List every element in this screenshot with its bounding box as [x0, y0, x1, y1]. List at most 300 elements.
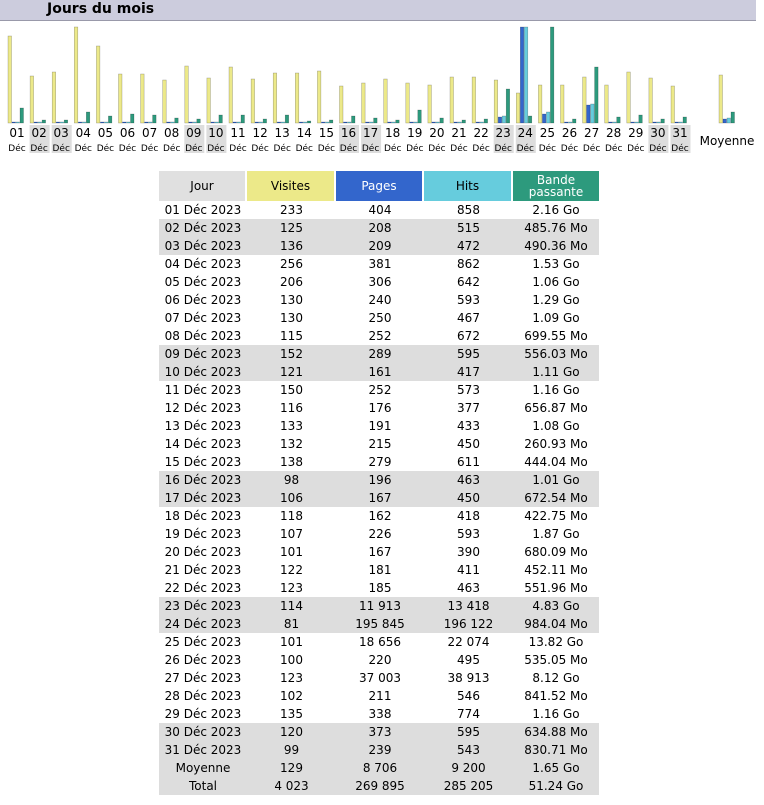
row-visits: 81 [247, 615, 336, 633]
row-hits: 672 [457, 329, 480, 343]
row-visits: 114 [247, 597, 336, 615]
x-tick-label: 31 [672, 126, 688, 140]
bar-pages [542, 114, 546, 123]
x-tick-month: Déc [406, 144, 424, 154]
table-row [159, 309, 599, 327]
row-hits: 593 [457, 293, 480, 307]
bar-visits [273, 73, 277, 123]
row-pages: 181 [368, 563, 392, 577]
average-bandwidth: 1.65 Go [513, 759, 599, 777]
row-visits: 106 [247, 489, 336, 507]
bar-hits [370, 122, 374, 123]
bar-hits [414, 122, 418, 123]
bar-hits [436, 122, 440, 123]
row-hits: 463 [424, 471, 513, 489]
x-tick-label: 19 [407, 126, 423, 140]
row-date: 30 Déc 2023 [159, 723, 247, 741]
x-tick-month: Déc [96, 144, 115, 154]
bar-pages [432, 122, 436, 123]
row-date: 10 Déc 2023 [159, 363, 247, 381]
bar-hits [502, 116, 506, 123]
bar-hits [635, 122, 639, 123]
bar-hits [480, 122, 484, 123]
row-hits: 38 913 [447, 671, 490, 685]
row-bandwidth: 680.09 Mo [524, 545, 588, 559]
x-tick-month: Déc [649, 144, 667, 154]
x-tick-month: Déc [339, 144, 358, 154]
x-tick-label: 17 [362, 126, 379, 140]
section-title: Jours du mois [47, 1, 155, 17]
x-tick-month: Déc [627, 144, 645, 154]
table-row [159, 219, 599, 237]
row-hits: 593 [457, 527, 480, 541]
row-hits: 433 [457, 419, 480, 433]
row-hits: 450 [424, 489, 513, 507]
bar-hits [458, 122, 462, 123]
bar-average-bandwidth [731, 112, 735, 123]
bar-visits [516, 93, 520, 123]
row-hits: 595 [424, 345, 513, 363]
row-bandwidth: 1.16 Go [532, 707, 580, 721]
x-tick-month: Déc [162, 144, 181, 154]
table-header-row [159, 171, 599, 201]
x-tick-label: 13 [274, 126, 290, 140]
row-date: 04 Déc 2023 [164, 257, 242, 271]
bar-bandwidth [683, 117, 687, 123]
row-hits: 196 122 [424, 615, 513, 633]
bar-pages [321, 122, 325, 123]
row-hits: 463 [457, 581, 480, 595]
row-date: 09 Déc 2023 [159, 345, 247, 363]
row-pages: 252 [368, 383, 392, 397]
table-row [159, 669, 599, 687]
row-hits: 13 418 [424, 597, 513, 615]
row-pages: 381 [368, 257, 392, 271]
x-tick-month: Déc [8, 144, 26, 154]
bar-pages [277, 122, 281, 123]
bar-bandwidth [639, 115, 643, 123]
x-tick-month: Déc [229, 144, 247, 154]
bar-bandwidth [506, 89, 510, 123]
bar-visits [472, 77, 476, 123]
x-tick-month: Déc [671, 144, 689, 154]
row-date: 23 Déc 2023 [159, 597, 247, 615]
average-pages: 8 706 [336, 759, 424, 777]
bar-hits [546, 112, 550, 123]
row-hits: 450 [457, 437, 480, 451]
row-pages: 167 [368, 545, 392, 559]
row-date: 13 Déc 2023 [164, 419, 242, 433]
row-hits: 377 [457, 401, 480, 415]
row-visits: 123 [280, 671, 303, 685]
daily-bar-chart [0, 0, 764, 160]
table-row [159, 507, 599, 525]
row-date: 05 Déc 2023 [164, 275, 242, 289]
row-hits: 573 [457, 383, 480, 397]
x-tick-label: 24 [517, 126, 533, 140]
bar-bandwidth [396, 120, 400, 123]
total-bandwidth: 51.24 Go [513, 777, 599, 795]
bar-pages [34, 122, 38, 123]
row-hits: 543 [424, 741, 513, 759]
bar-pages [609, 122, 613, 123]
row-pages: 195 845 [336, 615, 424, 633]
row-visits: 121 [247, 363, 336, 381]
row-visits: 120 [247, 723, 336, 741]
average-hits: 9 200 [424, 759, 513, 777]
row-visits: 101 [280, 545, 303, 559]
table-row [159, 291, 599, 309]
bar-visits [538, 85, 542, 123]
row-date: 27 Déc 2023 [164, 671, 242, 685]
row-pages: 211 [368, 689, 392, 703]
bar-pages [498, 117, 502, 123]
bar-bandwidth [131, 114, 135, 123]
bar-hits [104, 122, 108, 123]
bar-bandwidth [175, 118, 179, 123]
bar-bandwidth [484, 119, 488, 123]
bar-bandwidth [462, 120, 466, 123]
row-date: 02 Déc 2023 [159, 219, 247, 237]
bar-pages [167, 122, 171, 123]
row-visits: 101 [280, 635, 303, 649]
x-tick-label: 10 [208, 126, 224, 140]
row-pages: 306 [368, 275, 392, 289]
header-day: Jour [159, 171, 247, 201]
x-tick-month: Déc [251, 144, 269, 154]
bar-visits [96, 46, 100, 123]
bar-hits [348, 122, 352, 123]
x-tick-month: Déc [74, 144, 93, 154]
bar-bandwidth [528, 116, 532, 123]
row-visits: 125 [247, 219, 336, 237]
row-visits: 133 [280, 419, 303, 433]
row-visits: 132 [280, 437, 303, 451]
row-pages: 161 [336, 363, 424, 381]
row-bandwidth: 1.01 Go [513, 471, 599, 489]
x-tick-label: 14 [296, 126, 312, 140]
row-pages: 18 656 [359, 635, 401, 649]
bar-pages [12, 122, 16, 123]
total-hits: 285 205 [424, 777, 513, 795]
bar-visits [649, 78, 653, 123]
table-row [159, 435, 599, 453]
row-date: 25 Déc 2023 [164, 635, 242, 649]
x-tick-month: Déc [52, 144, 70, 154]
row-bandwidth: 656.87 Mo [524, 401, 588, 415]
row-date: 28 Déc 2023 [164, 689, 242, 703]
x-tick-month: Déc [273, 144, 291, 154]
x-tick-label: 15 [318, 126, 335, 140]
row-date: 11 Déc 2023 [164, 383, 242, 397]
x-tick-month: Déc [516, 144, 535, 154]
bar-pages [454, 122, 458, 123]
row-pages: 37 003 [359, 671, 401, 685]
row-bandwidth: 1.08 Go [532, 419, 580, 433]
row-pages: 252 [368, 329, 392, 343]
row-hits: 417 [424, 363, 513, 381]
bar-hits [215, 122, 219, 123]
x-tick-label: 25 [539, 126, 556, 140]
row-pages: 289 [336, 345, 424, 363]
row-pages: 220 [368, 653, 392, 667]
average-label: Moyenne [699, 134, 755, 148]
row-date: 08 Déc 2023 [164, 329, 242, 343]
bar-bandwidth [307, 121, 311, 123]
row-bandwidth: 699.55 Mo [524, 329, 588, 343]
row-hits: 595 [424, 723, 513, 741]
table-row [159, 561, 599, 579]
row-visits: 116 [280, 401, 303, 415]
bar-visits [317, 71, 321, 123]
row-visits: 206 [280, 275, 303, 289]
bar-visits [362, 83, 366, 123]
x-tick-month: Déc [428, 144, 446, 154]
x-tick-month: Déc [472, 144, 490, 154]
row-bandwidth: 2.16 Go [532, 203, 580, 217]
x-tick-label: 05 [97, 126, 114, 140]
bar-bandwidth [263, 119, 267, 123]
total-row [159, 777, 599, 795]
row-bandwidth: 984.04 Mo [513, 615, 599, 633]
x-tick-month: Déc [295, 144, 314, 154]
row-bandwidth: 1.87 Go [532, 527, 580, 541]
bar-hits [591, 104, 595, 123]
bar-visits [605, 85, 609, 123]
table-row [159, 579, 599, 597]
header-pages: Pages [336, 171, 424, 201]
row-date: 16 Déc 2023 [159, 471, 247, 489]
bar-bandwidth [153, 115, 157, 123]
bar-average-pages [723, 119, 727, 123]
row-bandwidth: 260.93 Mo [524, 437, 588, 451]
row-hits: 611 [457, 455, 480, 469]
x-tick-month: Déc [582, 144, 601, 154]
row-hits: 22 074 [447, 635, 490, 649]
row-hits: 418 [457, 509, 480, 523]
row-visits: 102 [280, 689, 303, 703]
average-row [159, 759, 599, 777]
row-bandwidth: 672.54 Mo [513, 489, 599, 507]
row-hits: 858 [457, 203, 480, 217]
row-date: 19 Déc 2023 [164, 527, 242, 541]
bar-pages [211, 122, 215, 123]
table-row [159, 723, 599, 741]
bar-pages [366, 122, 370, 123]
row-date: 31 Déc 2023 [159, 741, 247, 759]
bar-bandwidth [617, 117, 621, 123]
bar-visits [450, 77, 454, 123]
row-bandwidth: 1.11 Go [513, 363, 599, 381]
table-row [159, 525, 599, 543]
bar-visits [295, 73, 299, 123]
row-date: 01 Déc 2023 [164, 203, 242, 217]
bar-bandwidth [329, 120, 333, 123]
table-row [159, 201, 599, 219]
row-date: 20 Déc 2023 [164, 545, 242, 559]
row-date: 14 Déc 2023 [164, 437, 242, 451]
bar-pages [587, 105, 591, 123]
average-label: Moyenne [159, 759, 247, 777]
row-bandwidth: 1.09 Go [532, 311, 580, 325]
bar-visits [119, 74, 123, 123]
row-bandwidth: 841.52 Mo [524, 689, 588, 703]
bar-pages [565, 122, 569, 123]
header-hits: Hits [424, 171, 513, 201]
table-row [159, 237, 599, 255]
bar-visits [185, 66, 189, 123]
bar-bandwidth [64, 120, 68, 123]
bar-bandwidth [285, 115, 289, 123]
row-pages: 162 [368, 509, 392, 523]
x-tick-label: 21 [451, 126, 467, 140]
x-tick-month: Déc [30, 144, 48, 154]
bar-hits [524, 27, 528, 123]
row-bandwidth: 13.82 Go [528, 635, 584, 649]
bar-bandwidth [197, 119, 201, 123]
bar-bandwidth [550, 27, 554, 123]
x-tick-month: Déc [494, 144, 512, 154]
x-tick-label: 16 [340, 126, 357, 140]
row-pages: 196 [336, 471, 424, 489]
bar-visits [406, 83, 410, 123]
x-tick-month: Déc [538, 144, 557, 154]
average-visits: 129 [247, 759, 336, 777]
row-bandwidth: 490.36 Mo [513, 237, 599, 255]
bar-hits [569, 122, 573, 123]
row-visits: 123 [280, 581, 303, 595]
x-tick-label: 29 [628, 126, 644, 140]
x-tick-label: 01 [9, 126, 25, 140]
row-bandwidth: 422.75 Mo [524, 509, 588, 523]
table-row [159, 489, 599, 507]
row-pages: 279 [368, 455, 392, 469]
bar-pages [675, 122, 679, 123]
bar-pages [189, 122, 193, 123]
bar-visits [8, 36, 12, 123]
bar-pages [145, 122, 149, 123]
bar-average-hits [727, 118, 731, 123]
x-tick-label: 03 [53, 126, 69, 140]
bar-hits [237, 122, 241, 123]
table-row [159, 615, 599, 633]
x-tick-label: 12 [252, 126, 268, 140]
bar-bandwidth [440, 118, 444, 123]
x-tick-month: Déc [317, 144, 336, 154]
bar-hits [657, 122, 661, 123]
bar-hits [679, 122, 683, 123]
row-pages: 185 [368, 581, 392, 595]
row-date: 03 Déc 2023 [159, 237, 247, 255]
row-pages: 338 [368, 707, 392, 721]
bar-visits [561, 85, 565, 123]
table-row [159, 363, 599, 381]
x-tick-month: Déc [450, 144, 468, 154]
row-pages: 191 [368, 419, 392, 433]
bar-pages [520, 27, 524, 123]
row-pages: 209 [336, 237, 424, 255]
row-date: 21 Déc 2023 [164, 563, 242, 577]
bar-visits [340, 86, 344, 123]
row-visits: 233 [280, 203, 303, 217]
bar-pages [410, 122, 414, 123]
table-row [159, 417, 599, 435]
row-pages: 240 [368, 293, 392, 307]
bar-bandwidth [219, 115, 223, 123]
x-tick-label: 06 [119, 126, 136, 140]
row-date: 07 Déc 2023 [164, 311, 242, 325]
row-bandwidth: 551.96 Mo [524, 581, 588, 595]
row-pages: 11 913 [336, 597, 424, 615]
bar-pages [233, 122, 237, 123]
bar-visits [494, 80, 498, 123]
total-visits: 4 023 [247, 777, 336, 795]
row-hits: 411 [457, 563, 480, 577]
x-tick-month: Déc [361, 144, 380, 154]
row-bandwidth: 1.16 Go [532, 383, 580, 397]
bar-visits [207, 78, 211, 123]
table-row [159, 741, 599, 759]
row-visits: 98 [247, 471, 336, 489]
x-tick-month: Déc [604, 144, 623, 154]
row-bandwidth: 1.06 Go [532, 275, 580, 289]
bar-pages [388, 122, 392, 123]
row-bandwidth: 634.88 Mo [513, 723, 599, 741]
row-visits: 130 [280, 311, 303, 325]
x-tick-month: Déc [383, 144, 402, 154]
bar-hits [60, 122, 64, 123]
bar-hits [613, 122, 617, 123]
bar-hits [171, 122, 175, 123]
row-visits: 107 [280, 527, 303, 541]
row-bandwidth: 1.29 Go [532, 293, 580, 307]
bar-bandwidth [418, 110, 422, 123]
row-visits: 135 [280, 707, 303, 721]
row-visits: 138 [280, 455, 303, 469]
bar-pages [255, 122, 259, 123]
daily-stats-table [159, 171, 599, 795]
bar-hits [38, 122, 42, 123]
bar-visits [74, 27, 78, 123]
bar-hits [193, 122, 197, 123]
bar-bandwidth [108, 116, 112, 123]
bar-pages [56, 122, 60, 123]
row-hits: 472 [424, 237, 513, 255]
bar-visits [627, 72, 631, 123]
bar-pages [100, 122, 104, 123]
x-tick-month: Déc [140, 144, 159, 154]
x-tick-label: 18 [385, 126, 401, 140]
bar-pages [476, 122, 480, 123]
row-date: 15 Déc 2023 [164, 455, 242, 469]
bar-bandwidth [241, 115, 245, 123]
x-tick-month: Déc [560, 144, 579, 154]
bar-average-visits [719, 75, 723, 123]
table-row [159, 327, 599, 345]
row-hits: 495 [457, 653, 480, 667]
bar-visits [141, 74, 145, 123]
table-row [159, 651, 599, 669]
bar-bandwidth [352, 116, 356, 123]
table-row [159, 597, 599, 615]
x-tick-label: 30 [650, 126, 666, 140]
x-tick-month: Déc [118, 144, 137, 154]
row-visits: 130 [280, 293, 303, 307]
table-row [159, 453, 599, 471]
bar-visits [52, 72, 56, 123]
bar-bandwidth [661, 119, 665, 123]
table-row [159, 687, 599, 705]
